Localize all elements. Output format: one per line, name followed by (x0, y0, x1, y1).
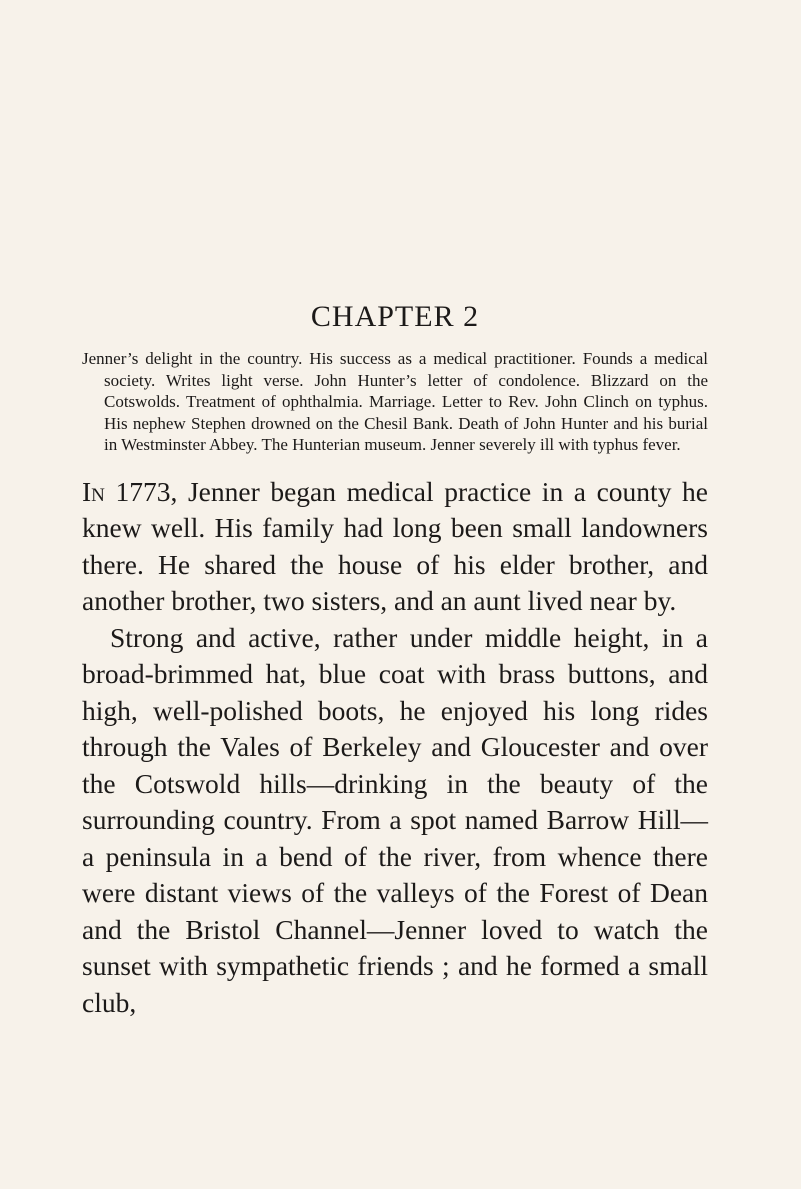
chapter-synopsis: Jenner’s delight in the country. His success as a medical practitioner. Founds a medical society. Writes light verse. John Hunter’s letter of condolence. Blizzard on the Cotswolds. Treatment of ophthalmia. Marriage. Letter to Rev. John Clinch on typhus. His nephew Stephen drowned on the Chesil Bank. Death of John Hunter and his burial in Westminster Abbey. The Hunterian museum. Jenner severely ill with typhus fever. (82, 349, 708, 454)
body-paragraph-2: Strong and active, rather under middle height, in a broad-brimmed hat, blue coat with brass buttons, and high, well-polished boots, he enjoyed his long rides through the Vales of Berkeley and Gloucester and over the Cotswold hills—drinking in the beauty of the surrounding country. From a spot named Barrow Hill—a peninsula in a bend of the river, from whence there were distant views of the valleys of the Forest of Dean and the Bristol Channel—Jenner loved to watch the sunset with sympathetic friends ; and he formed a small club, (82, 621, 708, 1018)
chapter-title: CHAPTER 2 (310, 300, 480, 333)
paragraph-1-text: 1773, Jenner began medical practice in a county he knew well. His family had long been small landowners there. He shared the house of his elder brother, and another brother, two sisters, and an aunt lived near by. (82, 475, 708, 616)
paragraph-lead-word: In (82, 475, 105, 507)
body-paragraph-1 (82, 474, 708, 620)
book-page (82, 300, 708, 1021)
